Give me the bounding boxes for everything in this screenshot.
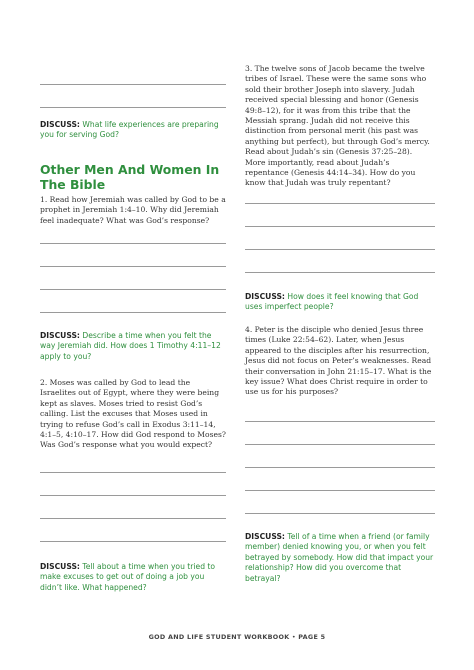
answer-line — [245, 421, 435, 422]
answer-line — [245, 467, 435, 468]
discuss-prompt-5 — [245, 532, 435, 584]
question-4: 4. Peter is the disciple who denied Jesus three times (Luke 22:54–62). Later, when Jesus appeared to the disciples after his resurrection, Jesus did not focus on Peter’s weaknesses. Read their conversation in John 21:15–17. What is the key issue? What does Christ require in order to use us for his purposes? — [245, 325, 432, 397]
discuss-text: Tell of a time when a friend (or family member) denied knowing you, or when you felt betrayed by somebody. How did that impact your relationship? How did you overcome that betrayal? — [245, 532, 434, 583]
discuss-label: DISCUSS: — [245, 292, 285, 301]
answer-line — [40, 472, 226, 473]
answer-line — [40, 495, 226, 496]
answer-line — [245, 226, 435, 227]
question-3: 3. The twelve sons of Jacob became the twelve tribes of Israel. These were the same sons who sold their brother Joseph into slavery. Judah received special blessing and honor (Genesis 49:8–12), for it was from this tribe that the Messiah sprang. Judah did not receive this distinction from personal merit (his past was anything but perfect), but through God’s mercy. Read about Judah’s sin (Genesis 37:25–28). More importantly, read about Judah’s repentance (Genesis 44:14–34). How do you know that Judah was truly repentant? — [245, 64, 430, 188]
answer-line — [245, 513, 435, 514]
answer-line — [40, 84, 226, 85]
answer-line — [245, 203, 435, 204]
answer-line — [40, 289, 226, 290]
page-footer — [0, 633, 474, 641]
discuss-prompt-3 — [40, 562, 226, 593]
discuss-text: How does it feel knowing that God uses imperfect people? — [245, 292, 419, 312]
discuss-label: DISCUSS: — [40, 331, 80, 340]
page-number: PAGE 5 — [298, 633, 326, 641]
answer-line — [245, 249, 435, 250]
answer-line — [245, 490, 435, 491]
workbook-title: GOD AND LIFE STUDENT WORKBOOK — [148, 633, 290, 641]
discuss-text: Tell about a time when you tried to make excuses to get out of doing a job you didn’t like. What happened? — [40, 562, 216, 592]
answer-line — [40, 107, 226, 108]
answer-line — [40, 243, 226, 244]
answer-line — [40, 541, 226, 542]
answer-line — [40, 312, 226, 313]
discuss-prompt-1 — [40, 120, 226, 141]
discuss-text: Describe a time when you felt the way Jeremiah did. How does 1 Timothy 4:11–12 apply to you? — [40, 331, 221, 361]
answer-line — [40, 266, 226, 267]
discuss-label: DISCUSS: — [245, 532, 285, 541]
footer-separator: • — [291, 633, 296, 641]
section-heading: Other Men And Women In The Bible — [40, 162, 220, 193]
answer-line — [245, 444, 435, 445]
discuss-prompt-4 — [245, 292, 435, 313]
answer-line — [40, 518, 226, 519]
question-1: 1. Read how Jeremiah was called by God to be a prophet in Jeremiah 1:4–10. Why did Jeremiah feel inadequate? What was God’s response? — [40, 195, 226, 225]
discuss-prompt-2 — [40, 331, 226, 362]
discuss-label: DISCUSS: — [40, 562, 80, 571]
answer-line — [245, 272, 435, 273]
discuss-label: DISCUSS: — [40, 120, 80, 129]
question-2: 2. Moses was called by God to lead the Israelites out of Egypt, where they were being kept as slaves. Moses tried to resist God’s calling. List the excuses that Moses used in trying to refuse God’s call in Exodus 3:11–14, 4:1–5, 4:10–17. How did God respond to Moses? Was God’s response what you would expect? — [40, 378, 226, 450]
discuss-text: What life experiences are preparing you for serving God? — [40, 120, 219, 140]
